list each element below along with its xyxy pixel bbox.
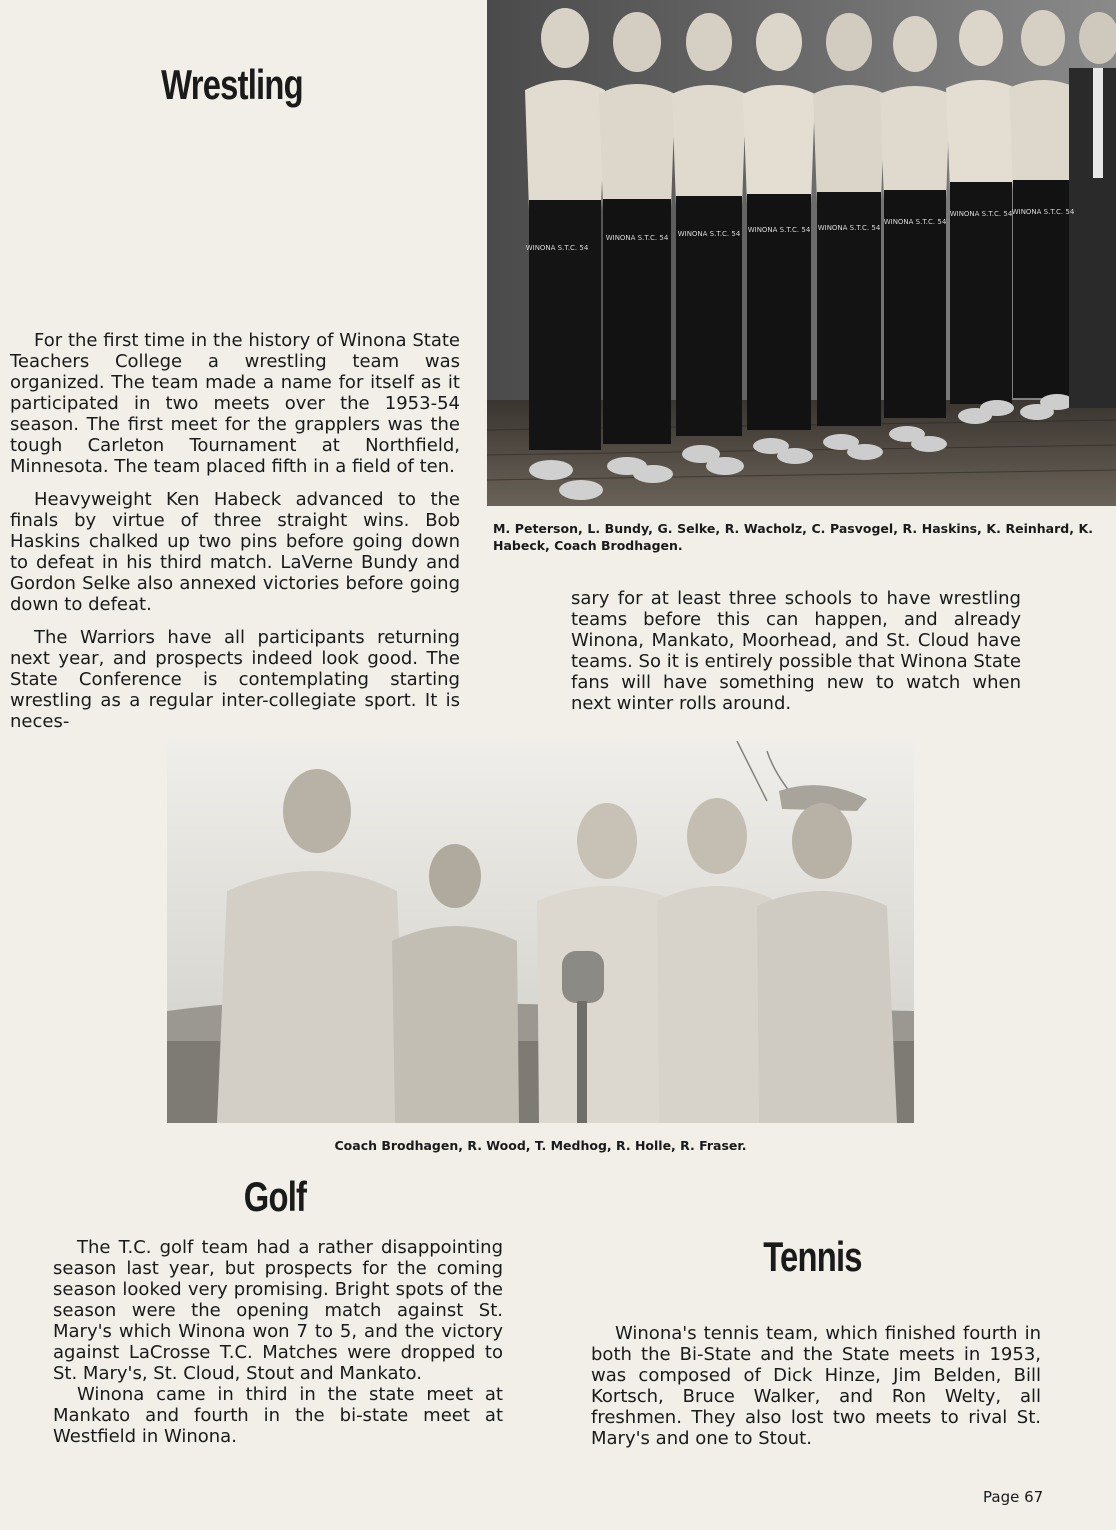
wrestling-continuation — [571, 588, 1021, 726]
svg-text:WINONA S.T.C. 54: WINONA S.T.C. 54 — [677, 230, 741, 238]
wrestling-paragraph-2: Heavyweight Ken Habeck advanced to the finals by virtue of three straight wins. Bob Haskins chalked up two pins before going down to defeat in his third match. LaVerne Bundy and Gordon Selke also annexed victories before going down to defeat. — [10, 489, 460, 615]
golf-team-photo — [167, 741, 914, 1123]
page-number: Page 67 — [983, 1488, 1044, 1506]
golf-paragraph-2: Winona came in third in the state meet at Mankato and fourth in the bi-state meet at Westfield in Winona. — [53, 1384, 503, 1447]
svg-text:WINONA S.T.C. 54: WINONA S.T.C. 54 — [817, 224, 881, 232]
golf-title: Golf — [243, 1173, 307, 1220]
wrestling-article — [10, 330, 460, 744]
wrestling-photo-caption: M. Peterson, L. Bundy, G. Selke, R. Wacholz, C. Pasvogel, R. Haskins, K. Reinhard, K. Habeck, Coach Brodhagen. — [493, 521, 1093, 553]
wrestling-paragraph-3: The Warriors have all participants returning next year, and prospects indeed look good. The State Conference is contemplating starting wrestling as a regular inter-collegiate sport. It is neces- — [10, 627, 460, 732]
golf-paragraph-1: The T.C. golf team had a rather disappointing season last year, but prospects for the coming season looked very promising. Bright spots of the season were the opening match against St. Mary's which Winona won 7 to 5, and the victory against LaCrosse T.C. Matches were dropped to St. Mary's, St. Cloud, Stout and Mankato. — [53, 1237, 503, 1384]
svg-text:WINONA S.T.C. 54: WINONA S.T.C. 54 — [605, 234, 669, 242]
wrestling-title: Wrestling — [161, 61, 303, 108]
golf-team-illustration — [167, 741, 914, 1123]
svg-text:WINONA S.T.C. 54: WINONA S.T.C. 54 — [883, 218, 947, 226]
tennis-paragraph-1: Winona's tennis team, which finished fourth in both the Bi-State and the State meets in 1953, was composed of Dick Hinze, Jim Belden, Bill Kortsch, Bruce Walker, and Ron Welty, all freshmen. They also lost two meets to rival St. Mary's and one to Stout. — [591, 1323, 1041, 1449]
svg-text:WINONA S.T.C. 54: WINONA S.T.C. 54 — [1011, 208, 1075, 216]
golf-photo-caption: Coach Brodhagen, R. Wood, T. Medhog, R. Holle, R. Fraser. — [334, 1138, 747, 1153]
golf-article — [53, 1237, 503, 1459]
tennis-article — [591, 1323, 1041, 1461]
svg-text:WINONA S.T.C. 54: WINONA S.T.C. 54 — [949, 210, 1013, 218]
svg-text:WINONA S.T.C. 54: WINONA S.T.C. 54 — [525, 244, 589, 252]
svg-text:WINONA S.T.C. 54: WINONA S.T.C. 54 — [747, 226, 811, 234]
wrestling-paragraph-1: For the first time in the history of Winona State Teachers College a wrestling team was organized. The team made a name for itself as it participated in two meets over the 1953-54 season. The first meet for the grapplers was the tough Carleton Tournament at Northfield, Minnesota. The team placed fifth in a field of ten. — [10, 330, 460, 477]
wrestling-continuation-text: sary for at least three schools to have wrestling teams before this can happen, and already Winona, Mankato, Moorhead, and St. Cloud have teams. So it is entirely possible that Winona State fans will have something new to watch when next winter rolls around. — [571, 588, 1021, 714]
tennis-title: Tennis — [763, 1233, 862, 1280]
wrestling-team-illustration — [487, 0, 1116, 506]
wrestling-team-photo — [487, 0, 1116, 506]
